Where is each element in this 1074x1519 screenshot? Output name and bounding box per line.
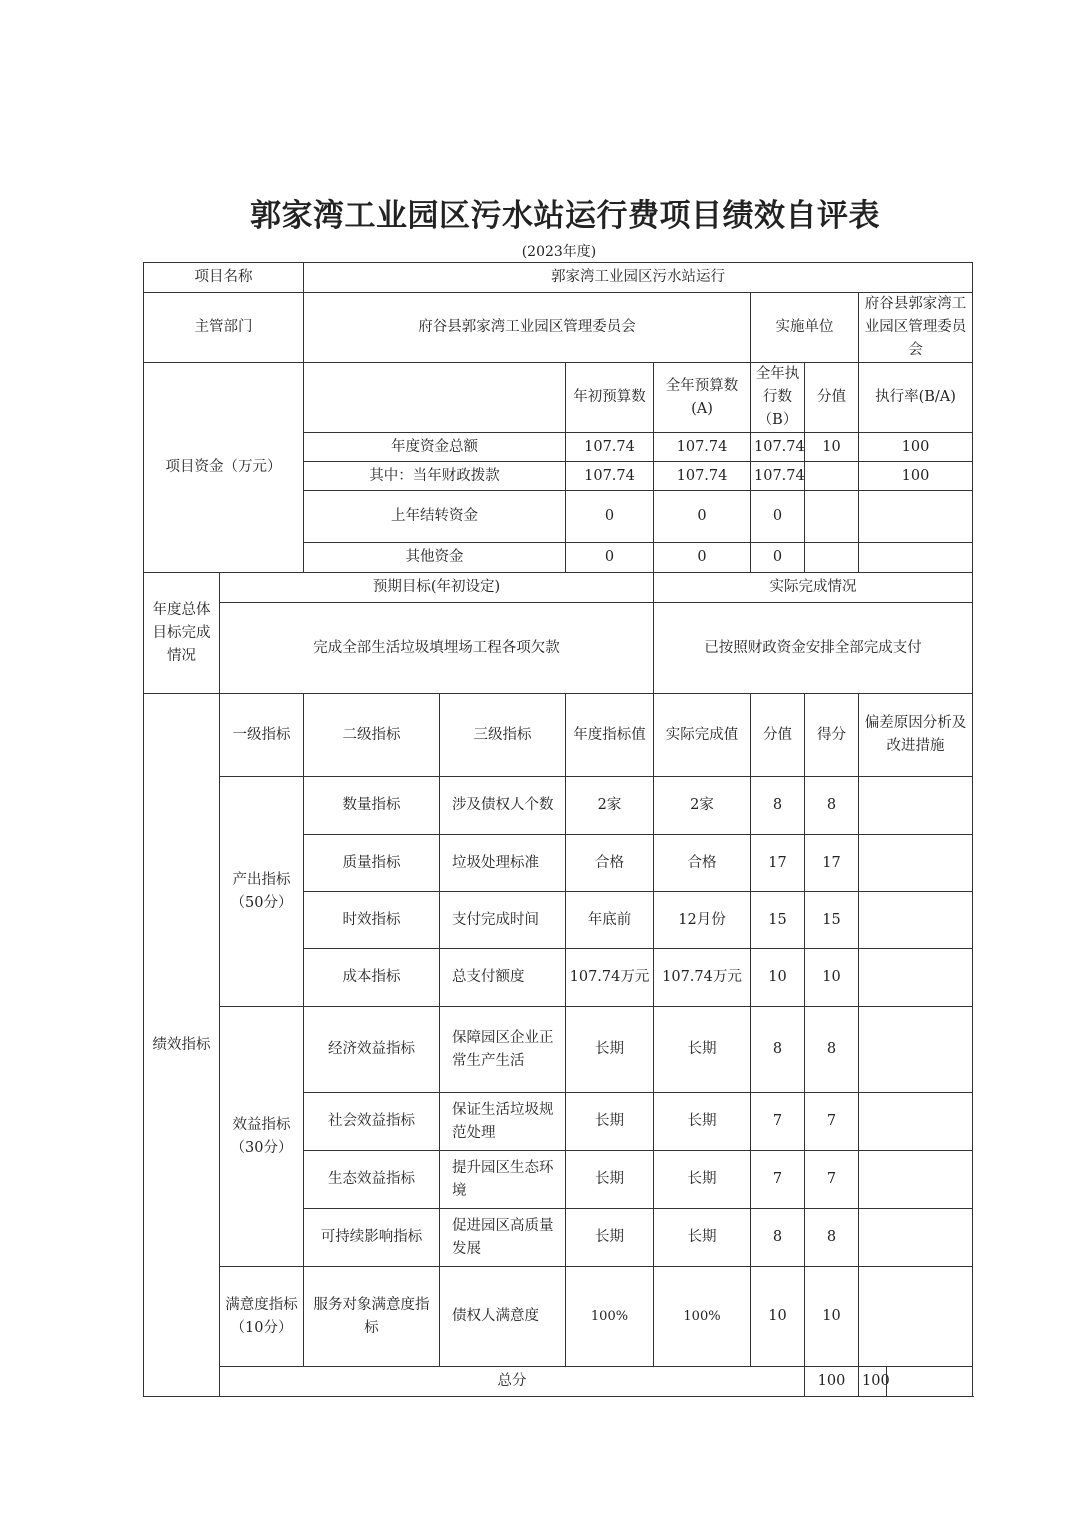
funds-cell: 0 — [654, 543, 751, 573]
ind-level3: 促进园区高质量发展 — [440, 1209, 566, 1267]
funds-cell — [805, 543, 859, 573]
ind-level3: 总支付额度 — [440, 949, 566, 1007]
ind-level3: 支付完成时间 — [440, 892, 566, 949]
ind-deviation — [859, 1267, 973, 1367]
ind-score: 8 — [805, 1007, 859, 1093]
funds-cell: 100 — [859, 462, 973, 491]
funds-col-rate: 执行率(B/A) — [859, 363, 973, 433]
ind-score-value: 17 — [751, 835, 805, 892]
ind-actual: 长期 — [654, 1093, 751, 1151]
dept-label: 主管部门 — [144, 293, 304, 363]
ind-level3: 提升园区生态环境 — [440, 1151, 566, 1209]
ind-level3: 债权人满意度 — [440, 1267, 566, 1367]
project-name-value: 郭家湾工业园区污水站运行 — [304, 263, 973, 293]
ind-level2: 成本指标 — [304, 949, 440, 1007]
ind-deviation — [859, 1151, 973, 1209]
ind-target: 年底前 — [566, 892, 654, 949]
indicators-label: 绩效指标 — [144, 694, 220, 1397]
ind-actual: 107.74万元 — [654, 949, 751, 1007]
funds-row-name: 年度资金总额 — [304, 433, 566, 462]
funds-col-initial: 年初预算数 — [566, 363, 654, 433]
funds-header-blank — [304, 363, 566, 433]
ind-target: 长期 — [566, 1209, 654, 1267]
ind-deviation — [859, 1093, 973, 1151]
funds-cell: 107.74 — [654, 462, 751, 491]
dept-value: 府谷县郭家湾工业园区管理委员会 — [304, 293, 751, 363]
ind-actual: 12月份 — [654, 892, 751, 949]
ind-level2: 可持续影响指标 — [304, 1209, 440, 1267]
goals-label: 年度总体目标完成情况 — [144, 573, 220, 694]
impl-label: 实施单位 — [751, 293, 859, 363]
funds-row-name: 其中：当年财政拨款 — [304, 462, 566, 491]
funds-label: 项目资金（万元） — [144, 363, 304, 573]
total-deviation — [887, 1367, 973, 1397]
total-label: 总分 — [220, 1367, 805, 1397]
ind-deviation — [859, 949, 973, 1007]
funds-cell: 107.74 — [566, 462, 654, 491]
funds-cell — [859, 543, 973, 573]
funds-cell: 0 — [566, 491, 654, 543]
ind-actual: 长期 — [654, 1151, 751, 1209]
ind-level3: 保障园区企业正常生产生活 — [440, 1007, 566, 1093]
funds-cell — [805, 491, 859, 543]
document-title: 郭家湾工业园区污水站运行费项目绩效自评表 — [250, 198, 880, 234]
goals-expected-header: 预期目标(年初设定) — [220, 573, 654, 603]
funds-cell: 107.74 — [654, 433, 751, 462]
document-subtitle: (2023年度) — [521, 244, 597, 260]
ind-score-value: 8 — [751, 1007, 805, 1093]
funds-col-budget: 全年预算数(A) — [654, 363, 751, 433]
ind-col-score: 得分 — [805, 694, 859, 777]
funds-cell: 0 — [566, 543, 654, 573]
goals-actual: 已按照财政资金安排全部完成支付 — [654, 603, 973, 694]
ind-level1: 效益指标（30分） — [220, 1007, 304, 1267]
goals-actual-header: 实际完成情况 — [654, 573, 973, 603]
ind-score: 10 — [805, 1267, 859, 1367]
ind-score: 8 — [805, 777, 859, 835]
ind-level2: 时效指标 — [304, 892, 440, 949]
ind-level2: 服务对象满意度指标 — [304, 1267, 440, 1367]
ind-col-score-value: 分值 — [751, 694, 805, 777]
ind-target: 2家 — [566, 777, 654, 835]
ind-level2: 生态效益指标 — [304, 1151, 440, 1209]
ind-score-value: 10 — [751, 1267, 805, 1367]
funds-cell: 0 — [654, 491, 751, 543]
evaluation-table — [143, 262, 973, 1397]
ind-deviation — [859, 835, 973, 892]
ind-score: 8 — [805, 1209, 859, 1267]
goals-expected: 完成全部生活垃圾填埋场工程各项欠款 — [220, 603, 654, 694]
project-name-label: 项目名称 — [144, 263, 304, 293]
ind-col-target: 年度指标值 — [566, 694, 654, 777]
ind-actual: 2家 — [654, 777, 751, 835]
ind-actual: 100% — [654, 1267, 751, 1367]
funds-cell — [805, 462, 859, 491]
funds-row-name: 其他资金 — [304, 543, 566, 573]
ind-col-level3: 三级指标 — [440, 694, 566, 777]
ind-score: 7 — [805, 1151, 859, 1209]
ind-actual: 长期 — [654, 1209, 751, 1267]
ind-score: 7 — [805, 1093, 859, 1151]
total-score-value: 100 — [805, 1367, 859, 1397]
ind-col-deviation: 偏差原因分析及改进措施 — [859, 694, 973, 777]
ind-target: 长期 — [566, 1093, 654, 1151]
ind-target: 长期 — [566, 1007, 654, 1093]
ind-level2: 数量指标 — [304, 777, 440, 835]
ind-deviation — [859, 892, 973, 949]
ind-score-value: 7 — [751, 1151, 805, 1209]
funds-row-name: 上年结转资金 — [304, 491, 566, 543]
ind-target: 合格 — [566, 835, 654, 892]
total-score: 100 — [859, 1367, 887, 1397]
ind-actual: 长期 — [654, 1007, 751, 1093]
funds-col-executed: 全年执行数（B） — [751, 363, 805, 433]
funds-cell: 10 — [805, 433, 859, 462]
funds-cell: 0 — [751, 491, 805, 543]
funds-cell: 107.74 — [751, 462, 805, 491]
ind-score-value: 8 — [751, 777, 805, 835]
funds-cell: 0 — [751, 543, 805, 573]
ind-score: 10 — [805, 949, 859, 1007]
ind-target: 长期 — [566, 1151, 654, 1209]
funds-col-score-value: 分值 — [805, 363, 859, 433]
funds-cell — [859, 491, 973, 543]
ind-col-level2: 二级指标 — [304, 694, 440, 777]
ind-col-level1: 一级指标 — [220, 694, 304, 777]
ind-target: 100% — [566, 1267, 654, 1367]
ind-deviation — [859, 777, 973, 835]
ind-score-value: 10 — [751, 949, 805, 1007]
funds-cell: 107.74 — [566, 433, 654, 462]
ind-score: 15 — [805, 892, 859, 949]
ind-level1: 产出指标（50分） — [220, 777, 304, 1007]
ind-deviation — [859, 1007, 973, 1093]
ind-level1: 满意度指标（10分） — [220, 1267, 304, 1367]
ind-score-value: 7 — [751, 1093, 805, 1151]
ind-level2: 经济效益指标 — [304, 1007, 440, 1093]
ind-level2: 社会效益指标 — [304, 1093, 440, 1151]
ind-target: 107.74万元 — [566, 949, 654, 1007]
impl-value: 府谷县郭家湾工业园区管理委员会 — [859, 293, 973, 363]
ind-score-value: 15 — [751, 892, 805, 949]
ind-level3: 涉及债权人个数 — [440, 777, 566, 835]
ind-level3: 保证生活垃圾规范处理 — [440, 1093, 566, 1151]
ind-col-actual: 实际完成值 — [654, 694, 751, 777]
ind-score-value: 8 — [751, 1209, 805, 1267]
ind-level2: 质量指标 — [304, 835, 440, 892]
ind-actual: 合格 — [654, 835, 751, 892]
ind-deviation — [859, 1209, 973, 1267]
ind-score: 17 — [805, 835, 859, 892]
funds-cell: 107.74 — [751, 433, 805, 462]
ind-level3: 垃圾处理标准 — [440, 835, 566, 892]
funds-cell: 100 — [859, 433, 973, 462]
